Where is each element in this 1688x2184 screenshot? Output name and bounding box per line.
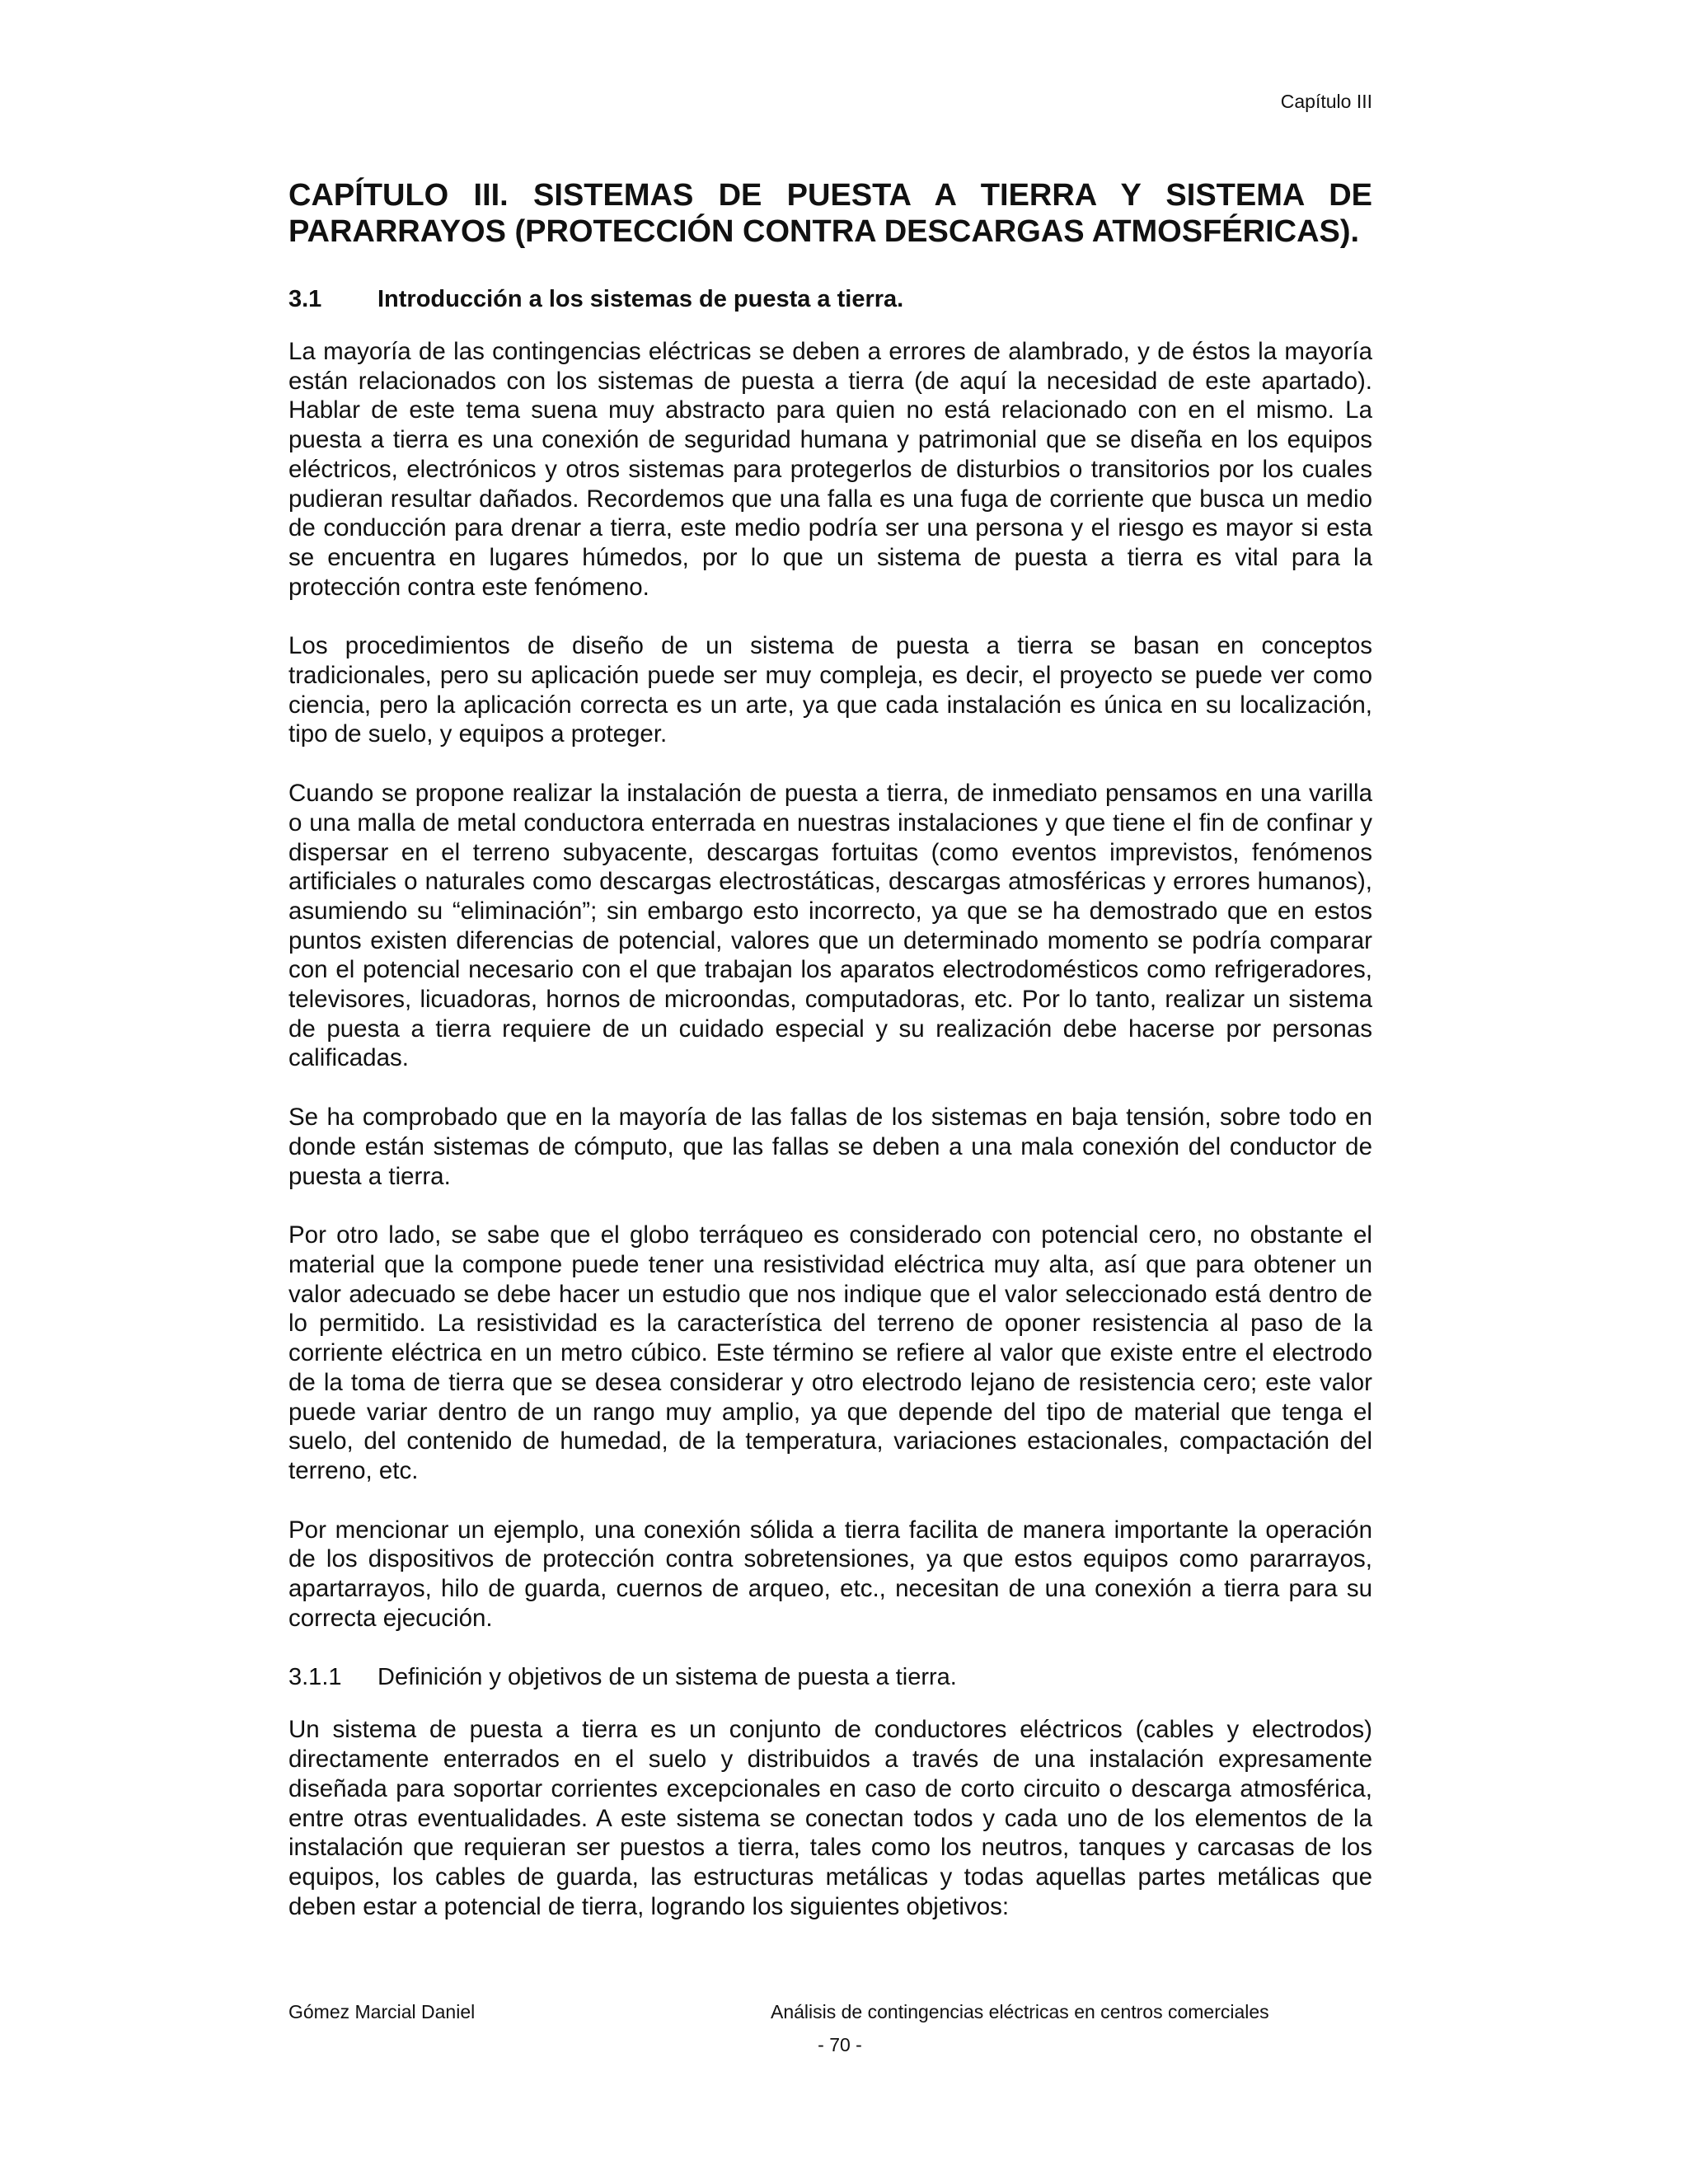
paragraph: Por otro lado, se sabe que el globo terráqueo es considerado con potencial cero, no obstante el material que la compone puede tener una resistividad eléctrica muy alta, así que para obtener un valor adecuado se debe hacer un estudio que nos indique que el valor seleccionado está dentro de lo permitido. La resistividad es la característica del terreno de oponer resistencia al paso de la corriente eléctrica en un metro cúbico. Este término se refiere al valor que existe entre el electrodo de la toma de tierra que se desea considerar y otro electrodo lejano de resistencia cero; este valor puede variar dentro de un rango muy amplio, ya que depende del tipo de material que tenga el suelo, del contenido de humedad, de la temperatura, variaciones estacionales, compactación del terreno, etc.	[288, 1221, 1372, 1484]
paragraph: Por mencionar un ejemplo, una conexión sólida a tierra facilita de manera importante la operación de los dispositivos de protección contra sobretensiones, ya que estos equipos como pararrayos, apartarrayos, hilo de guarda, cuernos de arqueo, etc., necesitan de una conexión a tierra para su correcta ejecución.	[288, 1516, 1372, 1632]
section-number: 3.1	[288, 286, 322, 312]
footer-document-title: Análisis de contingencias eléctricas en centros comerciales	[771, 2001, 1269, 2022]
running-header: Capítulo III	[1280, 91, 1372, 112]
paragraph: Cuando se propone realizar la instalación de puesta a tierra, de inmediato pensamos en una varilla o una malla de metal conductora enterrada en nuestras instalaciones y que tiene el fin de confinar y dispersar en el terreno subyacente, descargas fortuitas (como eventos imprevistos, fenómenos artificiales o naturales como descargas electrostáticas, descargas atmosféricas y errores humanos), asumiendo su “eliminación”; sin embargo esto incorrecto, ya que se ha demostrado que en estos puntos existen diferencias de potencial, valores que un determinado momento se podría comparar con el potencial necesario con el que trabajan los aparatos electrodomésticos como refrigeradores, televisores, licuadoras, hornos de microondas, computadoras, etc. Por lo tanto, realizar un sistema de puesta a tierra requiere de un cuidado especial y su realización debe hacerse por personas calificadas.	[288, 780, 1372, 1072]
section-title: Introducción a los sistemas de puesta a tierra.	[377, 286, 904, 312]
paragraph: Los procedimientos de diseño de un sistema de puesta a tierra se basan en conceptos tradicionales, pero su aplicación puede ser muy compleja, es decir, el proyecto se puede ver como ciencia, pero la aplicación correcta es un arte, ya que cada instalación es única en su localización, tipo de suelo, y equipos a proteger.	[288, 632, 1372, 748]
page-content	[288, 177, 1372, 1921]
subsection-number: 3.1.1	[288, 1664, 342, 1691]
footer-author: Gómez Marcial Daniel	[288, 2001, 476, 2022]
subsection-title: Definición y objetivos de un sistema de puesta a tierra.	[377, 1664, 957, 1691]
paragraph: La mayoría de las contingencias eléctricas se deben a errores de alambrado, y de éstos la mayoría están relacionados con los sistemas de puesta a tierra (de aquí la necesidad de este apartado). Hablar de este tema suena muy abstracto para quien no está relacionado con en el mismo. La puesta a tierra es una conexión de seguridad humana y patrimonial que se diseña en los equipos eléctricos, electrónicos y otros sistemas para protegerlos de disturbios o transitorios por los cuales pudieran resultar dañados. Recordemos que una falla es una fuga de corriente que busca un medio de conducción para drenar a tierra, este medio podría ser una persona y el riesgo es mayor si esta se encuentra en lugares húmedos, por lo que un sistema de puesta a tierra es vital para la protección contra este fenómeno.	[288, 338, 1372, 601]
chapter-title: CAPÍTULO III. SISTEMAS DE PUESTA A TIERRA Y SISTEMA DE PARARRAYOS (PROTECCIÓN CONTRA DESCARGAS ATMOSFÉRICAS).	[288, 178, 1372, 249]
subsection-heading	[288, 1662, 1372, 1692]
paragraph: Un sistema de puesta a tierra es un conjunto de conductores eléctricos (cables y electrodos) directamente enterrados en el suelo y distribuidos a través de una instalación expresamente diseñada para soportar corrientes excepcionales en caso de corto circuito o descarga atmosférica, entre otras eventualidades. A este sistema se conectan todos y cada uno de los elementos de la instalación que requieran ser puestos a tierra, tales como los neutros, tanques y carcasas de los equipos, los cables de guarda, las estructuras metálicas y todas aquellas partes metálicas que deben estar a potencial de tierra, logrando los siguientes objetivos:	[288, 1716, 1372, 1920]
paragraph: Se ha comprobado que en la mayoría de las fallas de los sistemas en baja tensión, sobre todo en donde están sistemas de cómputo, que las fallas se deben a una mala conexión del conductor de puesta a tierra.	[288, 1104, 1372, 1190]
page-number: - 70 -	[818, 2034, 862, 2055]
section-heading	[288, 284, 1372, 314]
